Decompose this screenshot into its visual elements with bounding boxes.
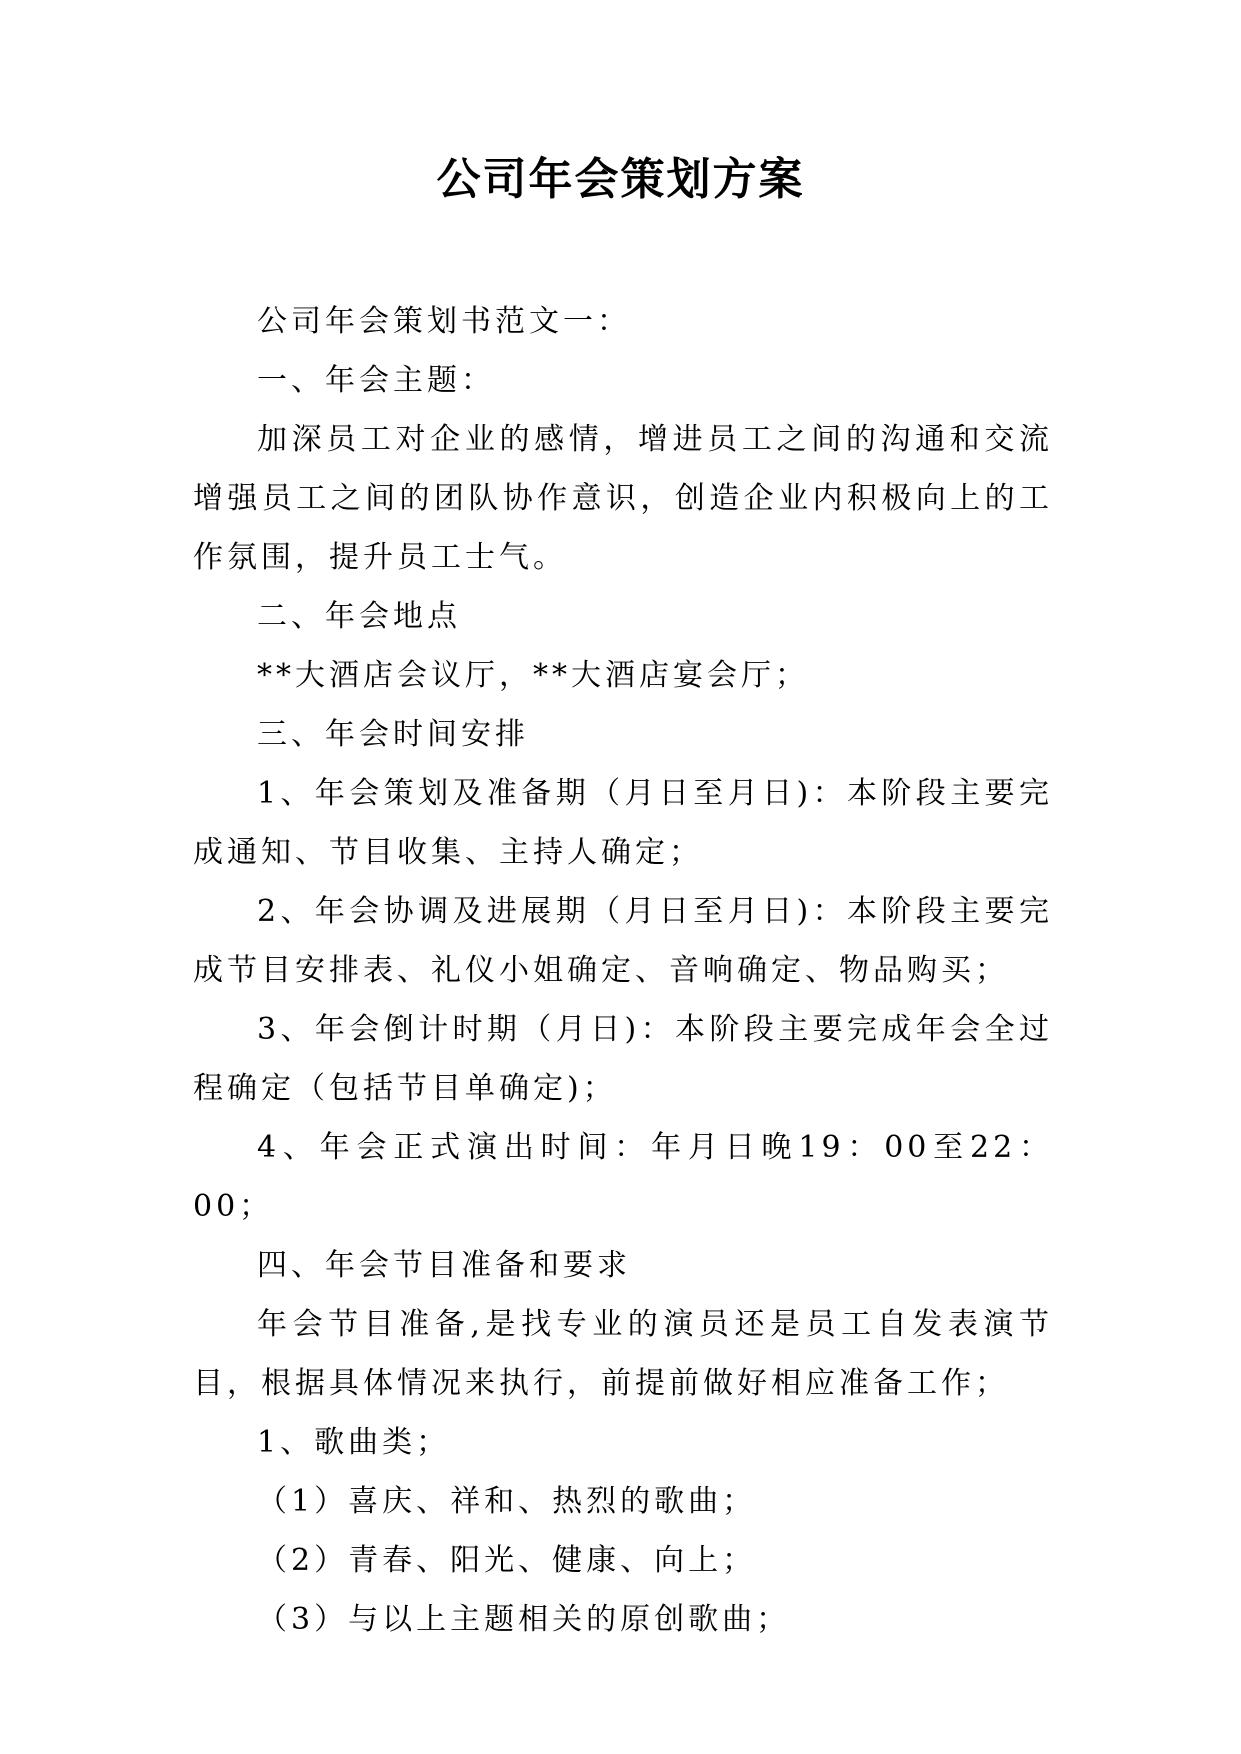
paragraph-schedule-3: 3、年会倒计时期（月日)：本阶段主要完成年会全过程确定（包括节目单确定)；	[193, 1012, 1053, 1106]
document-body	[193, 292, 1053, 1649]
paragraph-theme: 加深员工对企业的感情，增进员工之间的沟通和交流增强员工之间的团队协作意识，创造企业内积极向上的工作氛围，提升员工士气。	[193, 422, 1053, 575]
paragraph-schedule-4: 4、年会正式演出时间：年月日晚19：00至22：00；	[193, 1130, 1053, 1224]
paragraph-program: 年会节目准备,是找专业的演员还是员工自发表演节目，根据具体情况来执行，前提前做好相应准备工作；	[193, 1307, 1053, 1401]
heading-theme: 一、年会主题：	[257, 363, 495, 398]
heading-location: 二、年会地点	[257, 599, 461, 634]
paragraph-schedule-1: 1、年会策划及准备期（月日至月日)：本阶段主要完成通知、节目收集、主持人确定；	[193, 776, 1053, 870]
list-item-song-1: （1）喜庆、祥和、热烈的歌曲；	[257, 1484, 757, 1519]
paragraph-location: **大酒店会议厅，**大酒店宴会厅；	[257, 658, 809, 693]
heading-schedule: 三、年会时间安排	[257, 717, 529, 752]
paragraph-schedule-2: 2、年会协调及进展期（月日至月日)：本阶段主要完成节目安排表、礼仪小姐确定、音响确定、物品购买；	[193, 894, 1053, 988]
document-title: 公司年会策划方案	[436, 154, 805, 205]
paragraph-intro: 公司年会策划书范文一：	[257, 304, 631, 339]
list-item-song-3: （3）与以上主题相关的原创歌曲；	[257, 1602, 791, 1637]
list-item-song-2: （2）青春、阳光、健康、向上；	[257, 1543, 757, 1578]
list-item-songs: 1、歌曲类；	[257, 1425, 451, 1460]
heading-program: 四、年会节目准备和要求	[257, 1248, 631, 1283]
